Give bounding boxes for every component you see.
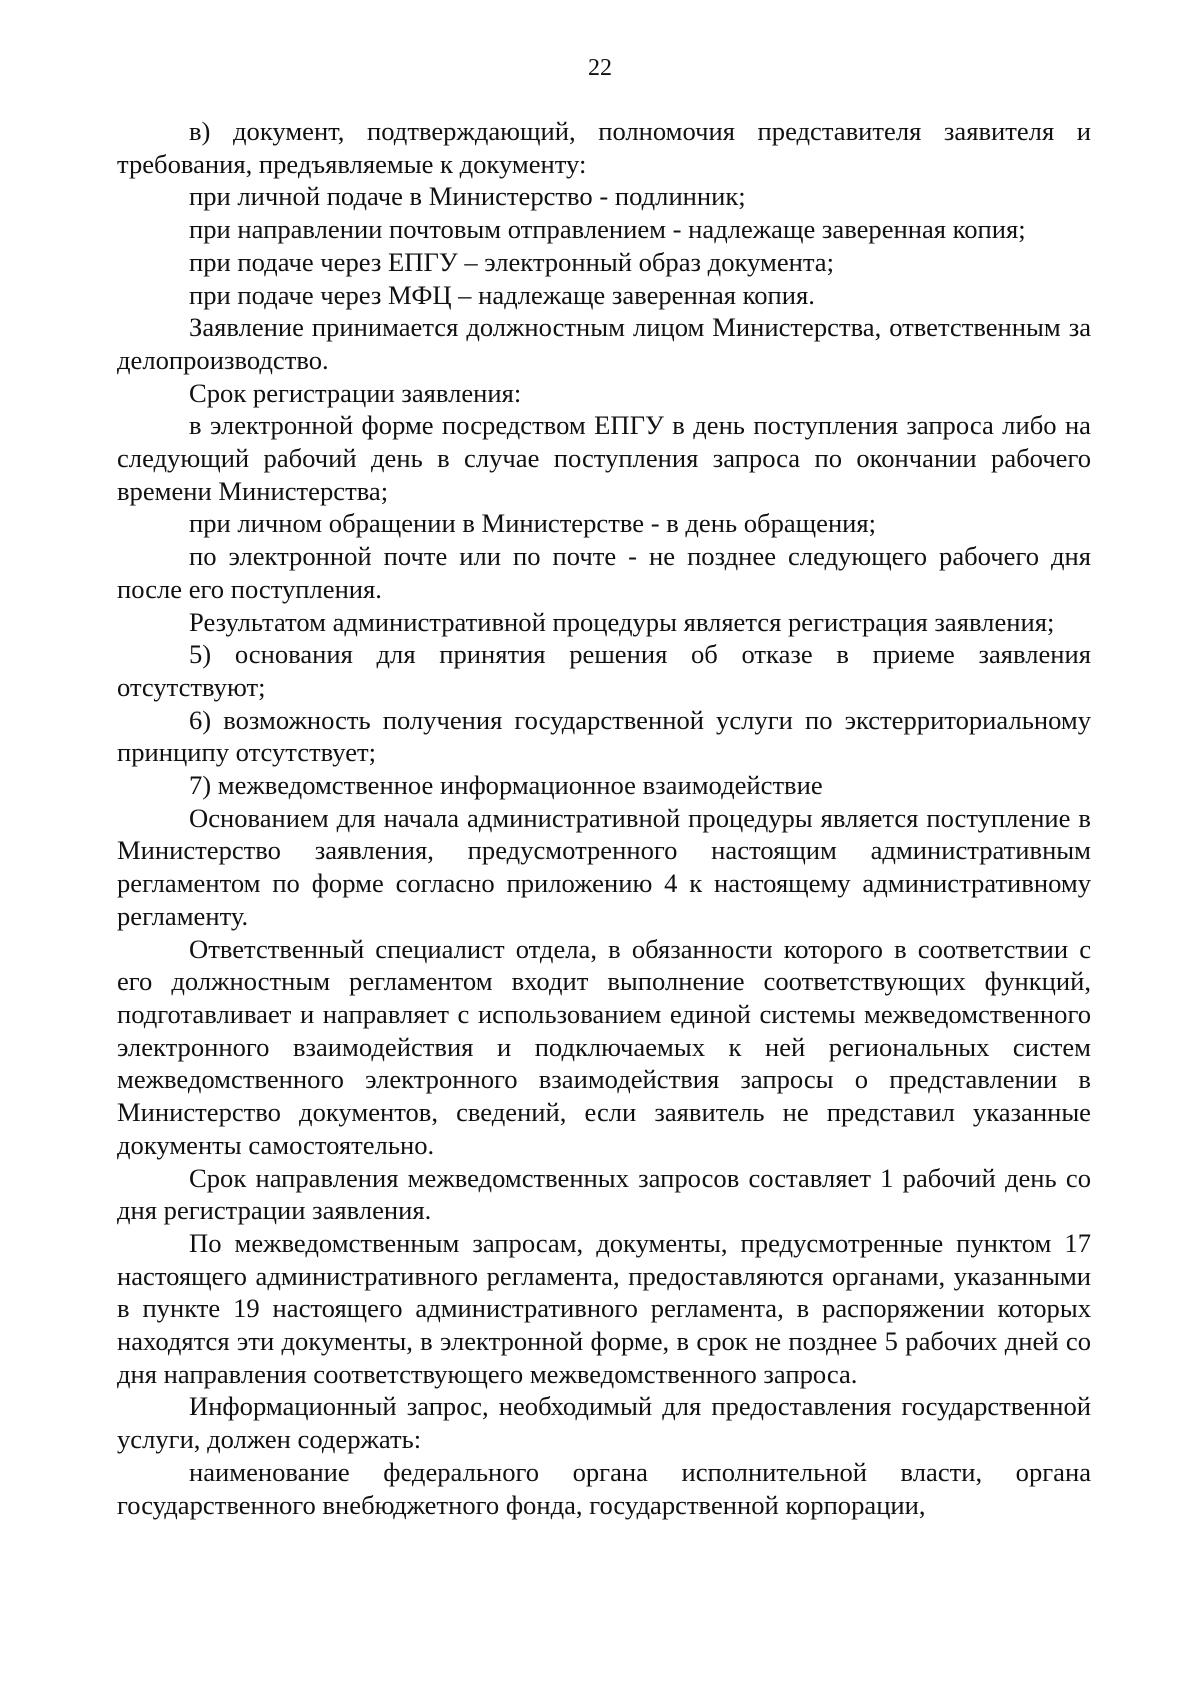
paragraph: при личной подаче в Министерство - подлинник; xyxy=(189,181,746,212)
paragraph: Информационный запрос, необходимый для предоставления государственной услуги, должен содержать: xyxy=(117,1391,1091,1455)
paragraph: Срок направления межведомственных запросов составляет 1 рабочий день со дня регистрации заявления. xyxy=(117,1162,1091,1226)
paragraph: при личном обращении в Министерстве - в день обращения; xyxy=(189,508,877,539)
paragraph: Заявление принимается должностным лицом Министерства, ответственным за делопроизводство. xyxy=(117,312,1091,375)
page-number: 22 xyxy=(588,55,612,81)
paragraph: Ответственный специалист отдела, в обязанности которого в соответствии с его должностным регламентом входит выполнение соответствующих функций, подготавливает и направляет с использованием единой системы межведомственного электронного взаимодействия и подключаемых к ней региональных систем межведомственного электронного взаимодействия запросы о представлении в Министерство документов, сведений, если заявитель не представил указанные документы самостоятельно. xyxy=(117,933,1091,1160)
paragraph: в) документ, подтверждающий, полномочия представителя заявителя и требования, предъявляемые к документу: xyxy=(117,116,1091,179)
paragraph: 7) межведомственное информационное взаимодействие xyxy=(189,770,823,801)
paragraph: 6) возможность получения государственной услуги по экстерриториальному принципу отсутствует; xyxy=(117,704,1091,768)
paragraph: при подаче через МФЦ – надлежаще заверенная копия. xyxy=(189,279,815,310)
paragraph: По межведомственным запросам, документы, предусмотренные пунктом 17 настоящего административного регламента, предоставляются органами, указанными в пункте 19 настоящего административного регламента, в распоряжении которых находятся эти документы, в электронной форме, в срок не позднее 5 рабочих дней со дня направления соответствующего межведомственного запроса. xyxy=(117,1227,1091,1389)
paragraph: Основанием для начала административной процедуры является поступление в Министерство заявления, предусмотренного настоящим административным регламентом по форме согласно приложению 4 к настоящему административному регламенту. xyxy=(117,802,1091,931)
paragraph: по электронной почте или по почте - не позднее следующего рабочего дня после его поступления. xyxy=(117,541,1091,604)
paragraph: в электронной форме посредством ЕПГУ в день поступления запроса либо на следующий рабочий день в случае поступления запроса по окончании рабочего времени Министерства; xyxy=(117,410,1091,506)
paragraph: наименование федерального органа исполнительной власти, органа государственного внебюджетного фонда, государственной корпорации, xyxy=(117,1456,1091,1520)
paragraph: при направлении почтовым отправлением - надлежаще заверенная копия; xyxy=(189,214,1026,245)
paragraph: Результатом административной процедуры является регистрация заявления; xyxy=(189,606,1055,637)
paragraph: 5) основания для принятия решения об отказе в приеме заявления отсутствуют; xyxy=(117,639,1091,702)
paragraph: Срок регистрации заявления: xyxy=(189,377,522,408)
paragraph: при подаче через ЕПГУ – электронный образ документа; xyxy=(189,246,835,277)
document-body xyxy=(117,115,1091,1521)
